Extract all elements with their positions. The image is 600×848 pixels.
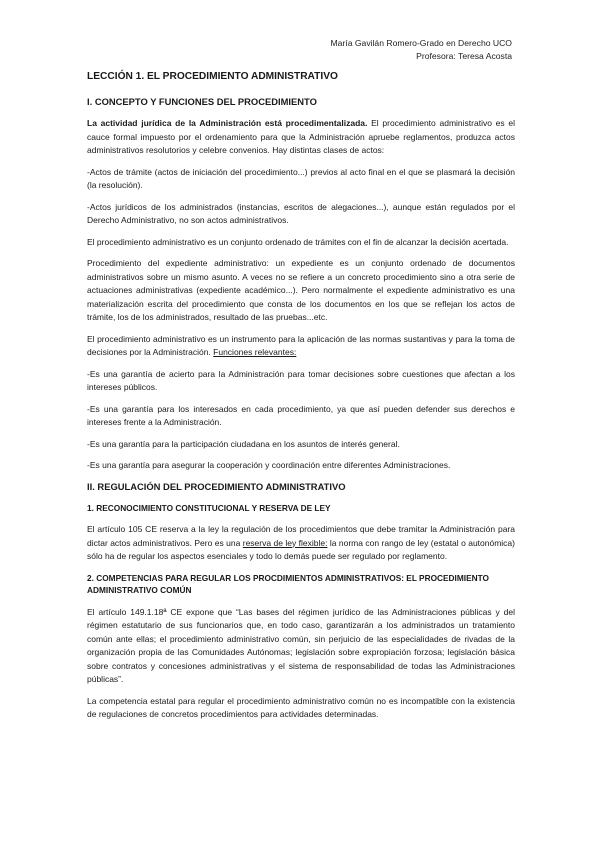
- header-professor-line: Profesora: Teresa Acosta: [416, 50, 512, 61]
- paragraph-actos-tramite: -Actos de trámite (actos de iniciación del procedimiento...) previos al acto final en el que se plasmará la decisión (la resolución).: [87, 166, 515, 190]
- paragraph-articulo-149: El artículo 149.1.18ª CE expone que “Las bases del régimen jurídico de las Administraciones públicas y del régimen estatutario de sus funcionarios que, en todo caso, garantizarán a los administrados un tratamiento común ante ellas; el procedimiento administrativo común, sin perjuicio de las especialidades de rivadas de la organización propia de las Comunidades Autónomas; legislación sobre expropiación forzosa; legislación básica sobre contratos y concesiones administrativas y el sistema de responsabilidad de todas las Administraciones públicas”.: [87, 606, 515, 684]
- paragraph-actos-administrados: -Actos jurídicos de los administrados (instancias, escritos de alegaciones...), aunque están regulados por el Derecho Administrativo, no son actos administrativos.: [87, 201, 515, 225]
- funcion-item-2: -Es una garantía para los interesados en cada procedimiento, ya que así pueden defender sus derechos e intereses frente a la Administración.: [87, 403, 515, 427]
- paragraph-definicion: El procedimiento administrativo es un conjunto ordenado de trámites con el fin de alcanzar la decisión acertada.: [87, 236, 509, 247]
- paragraph-intro: [87, 117, 515, 158]
- subheading-competencias: 2. COMPETENCIAS PARA REGULAR LOS PROCDIMIENTOS ADMINISTRATIVOS: EL PROCEDIMIENTO ADMINISTRATIVO COMÚN: [87, 572, 489, 595]
- intro-rest: El procedimiento administrativo es el cauce formal impuesto por el ordenamiento para que la Administración apruebe reglamentos, produzca actos administrativos resolutorios y celebre convenios. Hay distintas clases de actos:: [87, 118, 515, 155]
- funcion-item-1: -Es una garantía de acierto para la Administración para tomar decisiones sobre cuestiones que afectan a los intereses públicos.: [87, 368, 515, 392]
- document-body: [87, 70, 515, 730]
- art105-text-c: la norma con rango de ley (estatal o autonómica) sólo ha de regular los aspectos esenciales y todo lo demás puede ser regulado por reglamento.: [87, 537, 515, 561]
- header-author-line: María Gavilán Romero-Grado en Derecho UCO: [330, 38, 512, 48]
- lesson-title: LECCIÓN 1. EL PROCEDIMIENTO ADMINISTRATIVO: [87, 71, 338, 82]
- paragraph-expediente: Procedimiento del expediente administrativo: un expediente es un conjunto ordenado de documentos administrativos sobre un mismo asunto. A veces no se refiere a un concreto procedimiento sino a otra serie de actuaciones administrativas (expediente académico...). Pero normalmente el expediente administrativo es una materialización escrita del procedimiento que consta de los documentos en los que se reflejan los actos de trámite, los de los administrados, resultado de las pruebas...etc.: [87, 258, 515, 322]
- funcion-item-3: -Es una garantía para la participación ciudadana en los asuntos de interés general.: [87, 438, 400, 449]
- funcion-item-4: -Es una garantía para asegurar la cooperación y coordinación entre diferentes Administraciones.: [87, 460, 451, 470]
- reserva-ley-underlined: reserva de ley flexible:: [242, 537, 328, 548]
- page-header: [331, 37, 513, 62]
- intro-bold-sentence: La actividad jurídica de la Administración está procedimentalizada.: [87, 118, 368, 128]
- instrumento-text: El procedimiento administrativo es un instrumento para la aplicación de las normas sustantivas y para la toma de decisiones por la Administración.: [87, 333, 515, 357]
- paragraph-competencia-estatal: La competencia estatal para regular el procedimiento administrativo común no es incompatible con la existencia de regulaciones de concretos procedimientos para actividades determinadas.: [87, 695, 515, 719]
- funciones-underlined: Funciones relevantes:: [213, 347, 297, 357]
- paragraph-articulo-105: [87, 523, 515, 564]
- art105-text-a: El artículo 105 CE reserva a la ley la regulación de los procedimientos que debe tramitar la Administración para dictar actos administrativos. Pero es una: [87, 524, 515, 548]
- section-heading-regulacion: II. REGULACIÓN DEL PROCEDIMIENTO ADMINISTRATIVO: [87, 480, 346, 492]
- section-heading-concepto: I. CONCEPTO Y FUNCIONES DEL PROCEDIMIENTO: [87, 96, 317, 107]
- subheading-reconocimiento: 1. RECONOCIMIENTO CONSTITUCIONAL Y RESERVA DE LEY: [87, 502, 331, 513]
- paragraph-instrumento: [87, 333, 515, 360]
